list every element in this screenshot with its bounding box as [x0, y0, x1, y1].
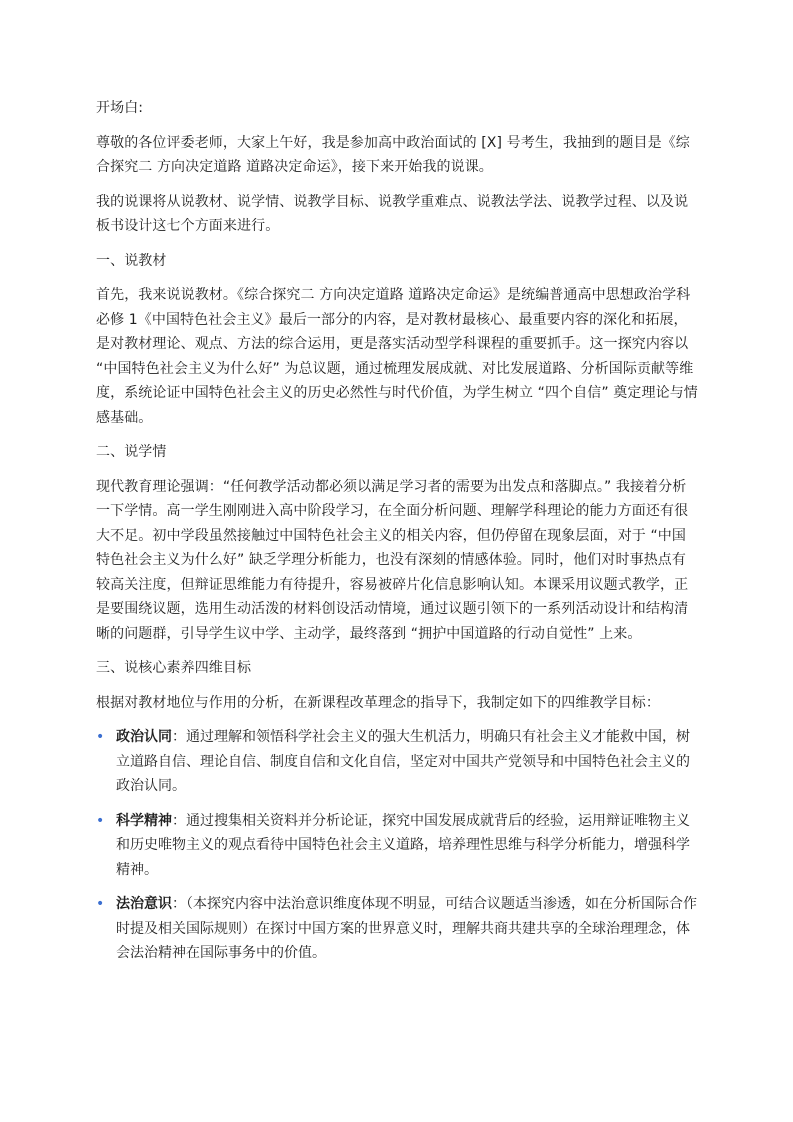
goal-item-political-identity	[96, 725, 700, 799]
goal-term: 政治认同	[116, 729, 172, 745]
greeting-paragraph: 尊敬的各位评委老师，大家上午好，我是参加高中政治面试的 [X] 号考生，我抽到的题目是《综合探究二 方向决定道路 道路决定命运》，接下来开始我的说课。	[96, 134, 690, 175]
section-heading-goals: 三、说核心素养四维目标	[96, 660, 252, 676]
bullet-icon: •	[96, 896, 105, 912]
bullet-icon: •	[96, 729, 105, 745]
goal-text: 通过搜集相关资料并分析论证，探究中国发展成就背后的经验，运用辩证唯物主义和历史唯物主义的观点看待中国特色社会主义道路，培养理性思维与科学分析能力，增强科学精神。	[116, 812, 690, 878]
goal-separator: ：	[172, 729, 186, 745]
bullet-icon: •	[96, 812, 105, 829]
goal-text: （本探究内容中法治意识维度体现不明显，可结合议题适当渗透，如在分析国际合作时提及相关国际规则）在探讨中国方案的世界意义时，理解共商共建共享的全球治理理念，体会法治精神在国际事务中的价值。	[116, 896, 697, 961]
document-page	[96, 96, 700, 976]
goal-separator: ：	[172, 896, 186, 912]
goal-item-scientific-spirit	[96, 809, 700, 883]
students-paragraph: 现代教育理论强调：“任何教学活动都必须以满足学习者的需要为出发点和落脚点。” 我接着分析一下学情。高一学生刚刚进入高中阶段学习，在全面分析问题、理解学科理论的能力方面还有很大不足。初中学段虽然接触过中国特色社会主义的相关内容，但仍停留在现象层面，对于 “中国特色社会主义为什么好” 缺乏学理分析能力，也没有深刻的情感体验。同时，他们对时事热点有较高关注度，但辩证思维能力有待提升，容易被碎片化信息影响认知。本课采用议题式教学，正是要围绕议题，选用生动活泼的材料创设活动情境，通过议题引领下的一系列活动设计和结构清晰的问题群，引导学生议中学、主动学，最终落到 “拥护中国道路的行动自觉性” 上来。	[96, 478, 689, 642]
goal-item-legal-awareness	[96, 892, 700, 966]
section-heading-textbook: 一、说教材	[96, 252, 167, 269]
goal-term: 法治意识	[116, 896, 172, 912]
goal-text: 通过理解和领悟科学社会主义的强大生机活力，明确只有社会主义才能救中国，树立道路自信、理论自信、制度自信和文化自信，坚定对中国共产党领导和中国特色社会主义的政治认同。	[116, 729, 690, 794]
goals-list	[96, 725, 700, 966]
section-heading-students: 二、说学情	[96, 444, 167, 460]
goal-separator: ：	[172, 812, 186, 829]
outline-paragraph: 我的说课将从说教材、说学情、说教学目标、说教学重难点、说教法学法、说教学过程、以及说板书设计这七个方面来进行。	[96, 193, 689, 234]
textbook-paragraph: 首先，我来说说教材。《综合探究二 方向决定道路 道路决定命运》是统编普通高中思想政治学科必修 1《中国特色社会主义》最后一部分的内容，是对教材最核心、最重要内容的深化和拓展，是对教材理论、观点、方法的综合运用，更是落实活动型学科课程的重要抓手。这一探究内容以 “中国特色社会主义为什么好” 为总议题，通过梳理发展成就、对比发展道路、分析国际贡献等维度，系统论证中国特色社会主义的历史必然性与时代价值，为学生树立 “四个自信” 奠定理论与情感基础。	[96, 287, 698, 426]
goal-term: 科学精神	[116, 812, 172, 829]
opening-label: 开场白:	[96, 100, 144, 116]
goals-intro-paragraph: 根据对教材地位与作用的分析，在新课程改革理念的指导下，我制定如下的四维教学目标：	[96, 694, 660, 711]
